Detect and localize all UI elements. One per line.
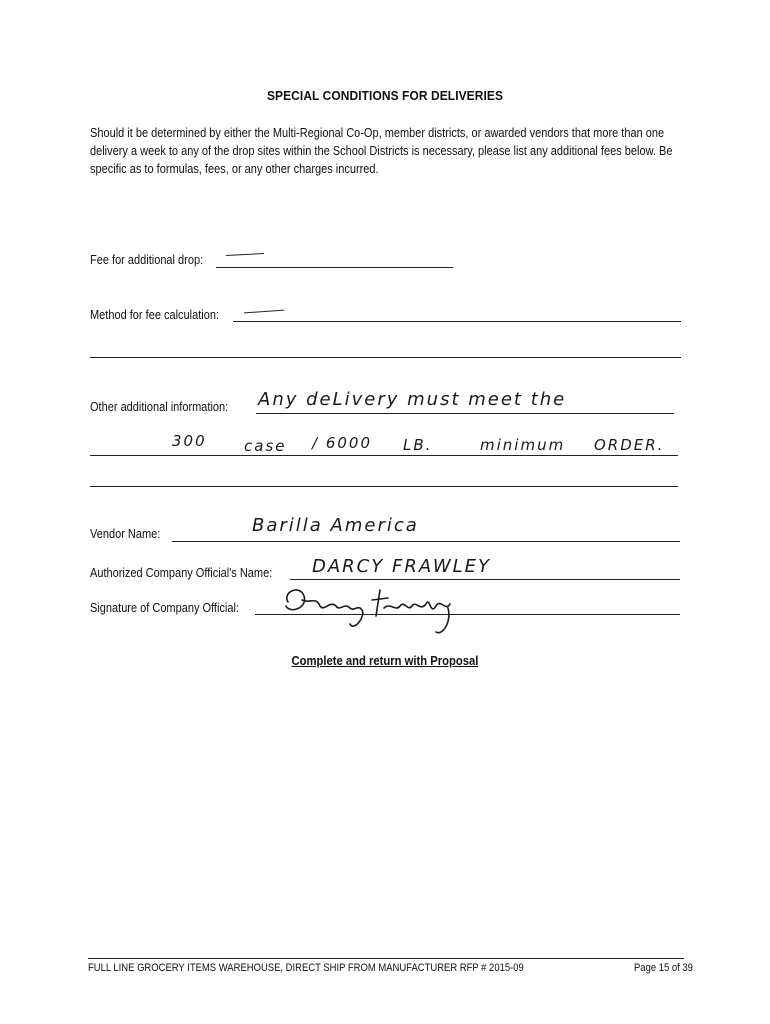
fee-dash-mark <box>226 253 264 256</box>
method-input-line[interactable] <box>233 321 681 322</box>
other-info-input-line[interactable] <box>256 413 674 414</box>
complete-and-return-note: Complete and return with Proposal <box>291 654 479 668</box>
other-info-input-line-2[interactable] <box>90 455 678 456</box>
method-dash-mark <box>244 310 284 314</box>
vendor-name-input-line[interactable] <box>172 541 680 542</box>
method-label: Method for fee calculation: <box>90 308 220 322</box>
signature-image <box>280 582 470 642</box>
footer-rule <box>88 958 684 959</box>
other-info-handwritten-order: ORDER. <box>594 436 665 454</box>
page-title: SPECIAL CONDITIONS FOR DELIVERIES <box>266 88 504 103</box>
official-name-handwritten: DARCY FRAWLEY <box>312 556 492 577</box>
other-info-handwritten-300: 300 <box>172 432 207 450</box>
vendor-name-label: Vendor Name: <box>90 527 161 541</box>
official-name-label: Authorized Company Official's Name: <box>90 566 273 580</box>
other-info-label: Other additional information: <box>90 400 229 414</box>
other-info-handwritten-lb: LB. <box>403 436 433 454</box>
signature-label: Signature of Company Official: <box>90 601 239 615</box>
other-info-handwritten-6000: / 6000 <box>312 434 372 452</box>
other-info-handwritten-line1: Any deLivery must meet the <box>258 389 567 410</box>
vendor-name-handwritten: Barilla America <box>252 515 419 536</box>
footer-rfp-title: FULL LINE GROCERY ITEMS WAREHOUSE, DIRECT SHIP FROM MANUFACTURER RFP # 2015-09 <box>88 962 524 974</box>
fee-input-line[interactable] <box>216 267 453 268</box>
other-info-input-line-3[interactable] <box>90 486 678 487</box>
other-info-handwritten-case: case <box>244 437 287 455</box>
other-info-handwritten-minimum: minimum <box>480 436 566 454</box>
fee-label: Fee for additional drop: <box>90 253 204 267</box>
official-name-input-line[interactable] <box>290 579 680 580</box>
method-input-line-2[interactable] <box>90 357 681 358</box>
intro-paragraph: Should it be determined by either the Multi-Regional Co-Op, member districts, or awarded vendors that more than one delivery a week to any of the drop sites within the School Districts is necessary, please list any additional fees below. Be specific as to formulas, fees, or any other charges incurred. <box>90 126 673 176</box>
footer-page-number: Page 15 of 39 <box>634 962 693 974</box>
